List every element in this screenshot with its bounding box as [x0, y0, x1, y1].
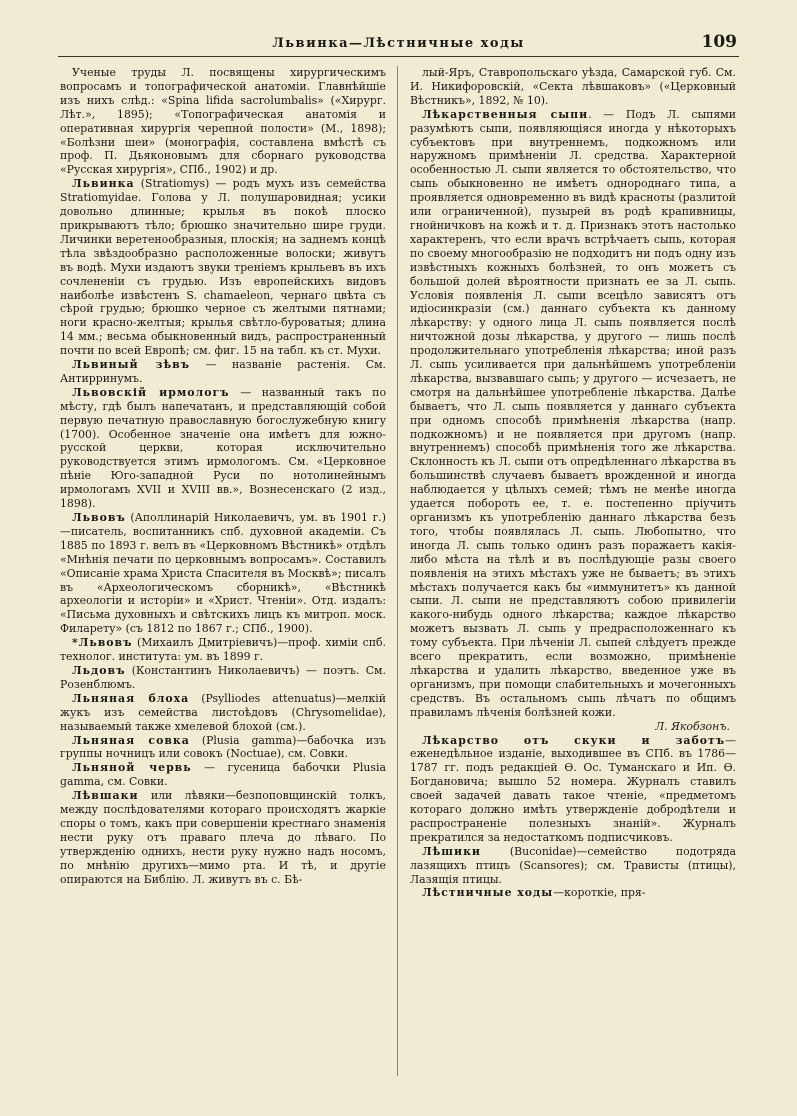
- entry-headword: Лѣкарственныя сыпи: [422, 107, 589, 121]
- author-signature: Л. Якобзонъ.: [655, 719, 730, 733]
- entry-levshaki: Лѣвшаки или лѣвяки—безпоповщинскій толкъ, между послѣдователями котораго происходятъ жаркіе споры о томъ, какъ при совершеніи крестнаго знаменія нести руку отъ праваго плеча до лѣваго. По утвержденію однихъ, нести руку нужно надъ носомъ, по мнѣнію другихъ—мимо рта. И тѣ, и другіе опираются на Библію. Л. живутъ въ с. Бѣ-: [60, 789, 386, 886]
- entry-headword: Лѣстничные ходы: [422, 886, 554, 900]
- page-header: [60, 32, 737, 56]
- header-rule: [58, 56, 739, 57]
- entry-headword: Льняной червь: [72, 761, 192, 775]
- entry-continuation: Ученые труды Л. посвящены хирургическимъ вопросамъ и топографической анатоміи. Главнѣйшіе изъ нихъ слѣд.: «Spina lifida sacrolumbalis» («Хирург. Лѣт.», 1895); «Топографическая анатомія и оперативная хирургія черепной полости» (М., 1898); «Болѣзни шеи» (монографія, составлена вмѣстѣ съ проф. П. Дьяконовымъ для сборнаго руководства «Русская хирургія», СПб., 1902) и др.: [60, 66, 386, 177]
- page-number: 109: [701, 32, 737, 52]
- entry-stair-passages: Лѣстничные ходы—короткіе, пря-: [422, 886, 646, 900]
- entry-lvov-mikhail: *Львовъ (Михаилъ Дмитріевичъ)—проф. химіи спб. технолог. института: ум. въ 1899 г.: [60, 636, 386, 664]
- entry-drug-rash: Лѣкарственныя сыпи. — Подъ Л. сыпями разумѣютъ сыпи, появляющіяся иногда у нѣкоторыхъ субъектовъ при внутреннемъ, подкожномъ или наружномъ примѣненіи Л. средства. Характерной особенностью Л. сыпи является то обстоятельство, что сыпь обыкновенно не имѣетъ однороднаго типа, а проявляется одновременно въ видѣ красноты (разлитой или ограниченной), пузырей въ родѣ крапивницы, гнойничковъ на кожѣ и т. д. Признакъ этотъ настолько характеренъ, что если врачъ встрѣчаетъ сыпь, которая по своему многообразію не подходитъ ни подъ одну изъ извѣстныхъ кожныхъ болѣзней, то онъ можетъ съ большой долей вѣроятности признать ее за Л. сыпь. Условія появленія Л. сыпи всецѣло зависятъ отъ идіосинкразіи (см.) даннаго субъекта къ данному лѣкарству: у одного лица Л. сыпь появляется послѣ ничтожной дозы лѣкарства, у другого — лишь послѣ продолжительнаго употребленія лѣкарства; иной разъ Л. сыпь усиливается при дальнѣйшемъ употребленіи лѣкарства, вызвавшаго сыпь; у другого — исчезаетъ, не смотря на дальнѣйшее употребленіе лѣкарства. Далѣе бываетъ, что Л. сыпь появляется у даннаго субъекта при одномъ способѣ примѣненія лѣкарства (напр. подкожномъ) и не появляется при другомъ (напр. внутреннемъ) способѣ примѣненія того же лѣкарства. Склонность къ Л. сыпи отъ опредѣленнаго лѣкарства въ большинствѣ случаевъ бываетъ врожденной и иногда наблюдается у цѣлыхъ семей; тѣмъ не менѣе иногда удается побороть ее, т. е. постепенно пріучить организмъ къ употребленію даннаго лѣкарства безъ того, чтобы появлялась Л. сыпь. Любопытно, что иногда Л. сыпь только одинъ разъ поражаетъ какія-либо мѣста на тѣлѣ и въ послѣдующіе разы своего появленія на этихъ мѣстахъ уже не бываетъ; въ этихъ мѣстахъ получается какъ бы «иммунитетъ» къ данной сыпи. Л. сыпи не представляютъ собою привилегіи какого-нибудь одного лѣкарства; каждое лѣкарство можетъ вызвать Л. сыпь у предрасположеннаго къ тому субъекта. При лѣченіи Л. сыпей слѣдуетъ прежде всего прекратить, если возможно, примѣненіе лѣкарства и удалить лѣкарство, введенное уже въ организмъ, при помощи слабительныхъ и мочегонныхъ средствъ. Въ остальномъ сыпь лѣчатъ по общимъ правиламъ лѣченія болѣзней кожи.: [410, 107, 736, 719]
- right-column: [410, 66, 736, 900]
- entry-remedy-journal: Лѣкарство отъ скуки и заботъ— еженедѣльное изданіе, выходившее въ СПб. въ 1786—1787 гг. подъ редакціей Ѳ. Ос. Туманскаго и Ип. Ѳ. Богдановича; вышло 52 номера. Журналъ ставилъ своей задачей давать такое чтеніе, «предметомъ котораго должно имѣть утвержденіе добродѣтели и распространеніе полезныхъ знаній». Журналъ прекратился за недостаткомъ подписчиковъ.: [410, 733, 736, 844]
- entry-ldov: Льдовъ (Константинъ Николаевичъ) — поэтъ. См. Розенблюмъ.: [60, 663, 386, 691]
- entry-lvinka: Львинка (Stratiomys) — родъ мухъ изъ семейства Stratiomyidae. Голова у Л. полушаровидная; усики довольно длинные; крылья въ покоѣ плоско прикрываютъ тѣло; брюшко значительно шире груди. Личинки веретенообразныя, плоскія; на заднемъ концѣ тѣла звѣздообразно расположенные волоски; живутъ въ водѣ. Мухи издаютъ звуки треніемъ крыльевъ въ ихъ сочлененіи съ грудью. Изъ европейскихъ видовъ наиболѣе извѣстенъ S. chamaeleon, чернаго цвѣта съ сѣрой грудью; брюшко черное съ желтыми пятнами; ноги красно-желтыя; крылья свѣтло-буроватыя; длина 14 мм.; весьма обыкновенный видъ, распространенный почти по всей Европѣ; см. фиг. 15 на табл. къ ст. Мухи.: [60, 177, 386, 358]
- entry-flax-worm: Льняной червь — гусеница бабочки Plusia gamma, см. Совки.: [60, 761, 386, 789]
- entry-headword: *Львовъ: [72, 636, 133, 650]
- entry-headword: Лѣкарство отъ скуки и заботъ: [422, 733, 726, 747]
- entry-lvovsky-irmolog: Львовскій ирмологъ — названный такъ по мѣсту, гдѣ былъ напечатанъ, и представляющій собой первую печатную православную богослужебную книгу (1700). Особенное значеніе она имѣетъ для южно-русской церкви, которая исключительно руководствуется этимъ ирмологомъ. См. «Церковное пѣніе Юго-западной Руси по нотолинейнымъ ирмологамъ XVII и XVIII вв.», Вознесенскаго (2 изд., 1898).: [60, 385, 387, 511]
- entry-headword: Львиный зѣвъ: [72, 358, 191, 372]
- entry-flax-flea: Льняная блоха (Psylliodes attenuatus)—мелкій жукъ изъ семейства листоѣдовъ (Chrysomelidae), называемый также хмелевой блохой (см.).: [60, 691, 386, 733]
- entry-headword: Лѣшики: [422, 844, 482, 858]
- entry-lvov-apollinary: Львовъ (Аполлинарій Николаевичъ, ум. въ 1901 г.)—писатель, воспитанникъ спб. духовной академіи. Съ 1885 по 1893 г. велъ въ «Церковномъ Вѣстникѣ» отдѣлъ «Мнѣнія печати по церковнымъ вопросамъ». Составилъ «Описаніе храма Христа Спасителя въ Москвѣ»; писалъ въ «Археологическомъ сборникѣ», «Вѣстникѣ археологіи и исторіи» и «Христ. Чтеніи». Отд. издалъ: «Письма духовныхъ и свѣтскихъ лицъ къ митроп. моск. Филарету» (съ 1812 по 1867 г.; СПб., 1900).: [60, 511, 386, 636]
- entry-headword: Львинка: [72, 177, 135, 191]
- column-divider: [397, 66, 398, 1076]
- entry-flax-moth: Льняная совка (Plusia gamma)—бабочка изъ группы ночницъ или совокъ (Noctuae), см. Совки.: [60, 733, 386, 761]
- entry-headword: Львовъ: [72, 511, 126, 524]
- entry-continuation: лый-Яръ, Ставропольскаго уѣзда, Самарской губ. См. И. Никифоровскій, «Секта лѣвшаковъ» («Церковный Вѣстникъ», 1892, № 10).: [410, 66, 736, 107]
- entry-headword: Льдовъ: [72, 663, 126, 677]
- entry-lviny-zev: Львиный зѣвъ — названіе растенія. См. Антирринумъ.: [60, 358, 386, 385]
- entry-headword: Льняная блоха: [72, 691, 190, 705]
- entry-headword: Льняная совка: [72, 733, 190, 747]
- entry-headword: Лѣвшаки: [72, 789, 139, 803]
- left-column: [60, 66, 386, 886]
- entry-leshiki: Лѣшики (Buconidae)—семейство подотряда лазящихъ птицъ (Scansores); см. Трависты (птицы), Лазящія птицы.: [410, 844, 736, 886]
- entry-headword: Львовскій ирмологъ: [72, 385, 230, 399]
- running-title: Львинка—Лѣстничные ходы: [272, 36, 525, 51]
